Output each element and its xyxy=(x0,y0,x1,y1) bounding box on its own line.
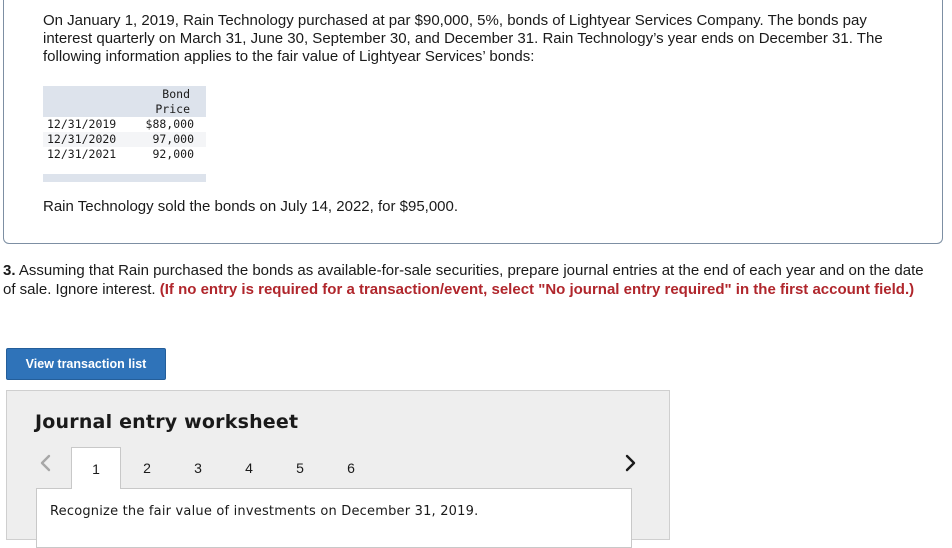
table-header-row xyxy=(43,86,206,117)
worksheet-tabs xyxy=(71,447,431,489)
journal-entry-worksheet xyxy=(6,390,670,540)
row-date: 12/31/2020 xyxy=(47,132,117,146)
row-price: 97,000 xyxy=(152,132,194,146)
question-body: Assuming that Rain purchased the bonds as available-for-sale securities, prepare journal entries at the end of each year and on the date of sale. Ignore interest. xyxy=(3,262,924,298)
table-footer-bar xyxy=(43,174,206,182)
row-price: 92,000 xyxy=(152,147,194,161)
column-header-line1: Bond xyxy=(162,87,190,101)
sale-statement: Rain Technology sold the bonds on July 14, 2022, for $95,000. xyxy=(43,198,459,215)
table-row xyxy=(43,117,206,132)
row-date: 12/31/2021 xyxy=(47,147,117,161)
entry-description: Recognize the fair value of investments on December 31, 2019. xyxy=(50,504,479,519)
problem-intro: On January 1, 2019, Rain Technology purchased at par $90,000, 5%, bonds of Lightyear Services Company. The bonds pay interest quarterly on March 31, June 30, September 30, and December 31. Rain Technology’s year ends on December 31. The following information applies to the fair value of Lightyear Services’ bonds: xyxy=(43,12,883,65)
bond-price-table xyxy=(43,86,206,182)
row-date: 12/31/2019 xyxy=(47,117,117,131)
tab-6[interactable]: 6 xyxy=(347,460,355,476)
question-text xyxy=(3,262,938,299)
tab-4[interactable]: 4 xyxy=(245,460,253,476)
table-row xyxy=(43,147,206,162)
table-row xyxy=(43,132,206,147)
view-transaction-list-button[interactable]: View transaction list xyxy=(6,348,166,380)
tab-1[interactable]: 1 xyxy=(71,447,121,489)
tab-5[interactable]: 5 xyxy=(296,460,304,476)
tab-3[interactable]: 3 xyxy=(194,460,202,476)
entry-panel xyxy=(36,488,632,548)
chevron-right-icon[interactable] xyxy=(621,451,641,475)
chevron-left-icon[interactable] xyxy=(35,451,55,475)
question-number: 3. xyxy=(3,262,16,279)
worksheet-title: Journal entry worksheet xyxy=(35,411,299,433)
column-header-bond-price xyxy=(132,86,206,117)
tab-2[interactable]: 2 xyxy=(143,460,151,476)
column-header-line2: Price xyxy=(155,102,190,116)
row-price: $88,000 xyxy=(145,117,194,131)
question-instruction: (If no entry is required for a transaction/event, select "No journal entry required" in the first account field.) xyxy=(159,280,915,298)
